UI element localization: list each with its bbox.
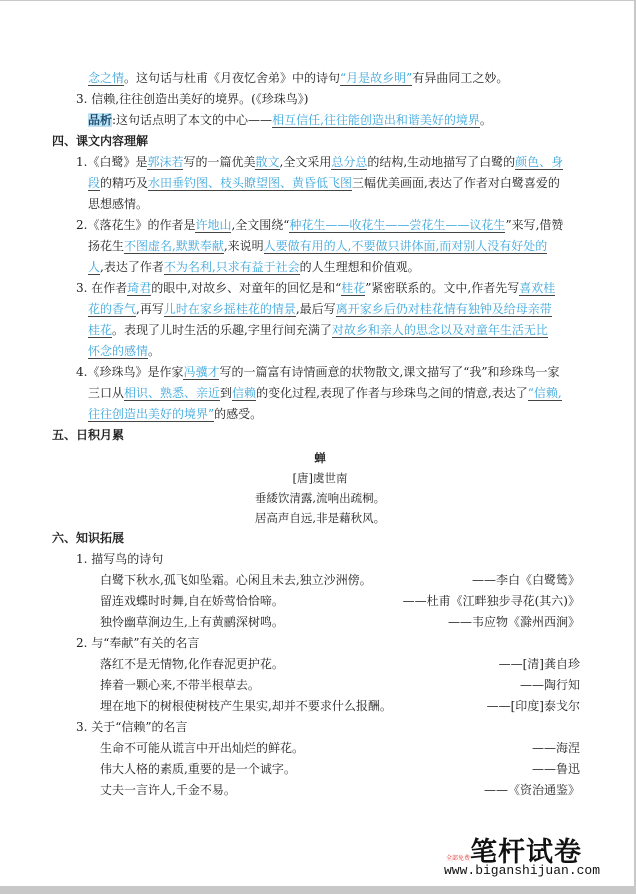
answer-highlight: 种花生——收花生——尝花生——议花生 xyxy=(289,218,506,232)
text-span: 1.《白鹭》是 xyxy=(76,155,148,169)
text-span: 到 xyxy=(220,386,233,400)
text-span: 的精巧及 xyxy=(100,176,149,190)
text-span: 生命不可能从谎言中开出灿烂的鲜花。 xyxy=(100,741,305,755)
text-span: 。 xyxy=(148,344,161,358)
text-span: 4.《珍珠鸟》是作家 xyxy=(76,365,184,379)
answer-highlight: 琦君 xyxy=(127,281,152,295)
text-span: ——鲁迅 xyxy=(531,762,580,776)
text-span: 思想感情。 xyxy=(88,197,149,211)
answer-highlight: 花的香气 xyxy=(88,302,137,316)
answer-highlight: “月是故乡明” xyxy=(340,71,413,85)
text-span: ——李白《白鹭鸶》 xyxy=(471,573,580,587)
answer-highlight: “信赖, xyxy=(527,386,562,400)
quote-group-devotion xyxy=(60,633,580,717)
text-span: ——海涅 xyxy=(531,741,580,755)
poem-title: 蝉 xyxy=(314,451,326,465)
watermark-url: www.biganshijuan.com xyxy=(444,863,601,878)
text-span: 伟大人格的素质,重要的是一个诚字。 xyxy=(100,762,296,776)
text-span: 捧着一颗心来,不带半根草去。 xyxy=(100,678,260,692)
answer-highlight: 不为名利,只求有益于社会 xyxy=(163,260,300,274)
text-span: ——韦应物《滁州西涧》 xyxy=(447,615,580,629)
quote-row xyxy=(60,738,580,759)
quote-row xyxy=(60,591,580,612)
answer-highlight: 段 xyxy=(88,176,101,190)
text-span xyxy=(60,152,580,173)
text-span: :这句话点明了本文的中心—— xyxy=(112,113,273,127)
text-span xyxy=(60,404,580,425)
text-span: ——[清]龚自珍 xyxy=(498,657,580,671)
text-span: ——杜甫《江畔独步寻花(其六)》 xyxy=(402,594,580,608)
answer-highlight: 儿时在家乡摇桂花的情景 xyxy=(163,302,296,316)
answer-highlight: 桂花 xyxy=(88,323,113,337)
text-span: 三口从 xyxy=(88,386,125,400)
text-span: 2.《落花生》的作者是 xyxy=(76,218,196,232)
text-span xyxy=(60,383,580,404)
answer-highlight: 怀念的感情 xyxy=(88,344,149,358)
text-span: ,再写 xyxy=(136,302,164,316)
text-span: 的感受。 xyxy=(214,407,263,421)
text-span: ,最后写 xyxy=(295,302,336,316)
answer-highlight: 念之情 xyxy=(88,71,125,85)
answer-highlight: 往往创造出美好的境界” xyxy=(88,407,215,421)
answer-highlight: 对故乡和亲人的思念以及对童年生活无比 xyxy=(331,323,548,337)
answer-highlight: 许地山 xyxy=(195,218,232,232)
watermark-free-tag: 全部免费 xyxy=(446,855,471,862)
poem-line: 垂緌饮清露,流响出疏桐。 xyxy=(254,491,386,505)
text-span: ”紧密联系的。文中,作者先写 xyxy=(365,281,520,295)
answer-highlight: 不图虚名,默默奉献 xyxy=(124,239,224,253)
text-span xyxy=(60,236,580,257)
text-span: 三幅优美画面,表达了作者对白鹭喜爱的 xyxy=(352,176,560,190)
text-span: 有异曲同工之妙。 xyxy=(412,71,509,85)
answer-highlight: 相互信任,往往能创造出和谐美好的境界 xyxy=(272,113,480,127)
poem-line: 居高声自远,非是藉秋风。 xyxy=(254,511,386,525)
text-span: 扬花生 xyxy=(88,239,125,253)
quote-row xyxy=(60,612,580,633)
text-span xyxy=(60,320,580,341)
quote-row xyxy=(60,759,580,780)
text-span: ——《资治通鉴》 xyxy=(483,783,580,797)
text-span: ,来说明 xyxy=(223,239,264,253)
text-span: 写的一篇富有诗情画意的状物散文,课文描写了“我”和珍珠鸟一家 xyxy=(219,365,560,379)
answer-highlight: 冯骥才 xyxy=(183,365,220,379)
text-span: 3. 关于“信赖”的名言 xyxy=(76,720,188,734)
quote-row xyxy=(60,675,580,696)
answer-highlight: 人 xyxy=(88,260,101,274)
text-span: 。表现了儿时生活的乐趣,字里行间充满了 xyxy=(112,323,332,337)
answer-highlight: 颜色、身 xyxy=(515,155,564,169)
section-heading-4: 四、课文内容理解 xyxy=(52,134,149,148)
poem-author: [唐]虞世南 xyxy=(292,471,348,485)
text-span: ”来写,借赞 xyxy=(505,218,564,232)
text-span: ,表达了作者 xyxy=(100,260,164,274)
text-span xyxy=(60,278,580,299)
text-span xyxy=(60,257,580,278)
text-span: 留连戏蝶时时舞,自在娇莺恰恰啼。 xyxy=(100,594,284,608)
quote-row xyxy=(60,780,580,801)
answer-highlight: 散文 xyxy=(255,155,280,169)
document-body xyxy=(52,68,580,801)
text-span xyxy=(60,362,580,383)
text-span: 的眼中,对故乡、对童年的回忆是和“ xyxy=(151,281,342,295)
text-span: 1. 描写鸟的诗句 xyxy=(76,552,164,566)
analysis-tag: 品析 xyxy=(88,113,113,127)
text-span: 的人生理想和价值观。 xyxy=(299,260,420,274)
sentence-item-3: 3. 信赖,往往创造出美好的境界。(《珍珠鸟》) xyxy=(76,92,309,106)
text-span: ,全文围绕“ xyxy=(231,218,290,232)
answer-highlight: 郭沫若 xyxy=(147,155,184,169)
text-span xyxy=(60,299,580,320)
watermark-brand: 笔杆试卷 xyxy=(470,837,582,868)
answer-highlight: 桂花 xyxy=(341,281,366,295)
text-span xyxy=(60,215,580,236)
comprehension-item-2 xyxy=(60,215,580,278)
text-span: 独怜幽草涧边生,上有黄鹂深树鸣。 xyxy=(100,615,284,629)
answer-highlight: 人要做有用的人,不要做只讲体面,而对别人没有好处的 xyxy=(263,239,548,253)
answer-highlight: 离开家乡后仍对桂花情有独钟及给母亲带 xyxy=(335,302,552,316)
section-heading-5: 五、日积月累 xyxy=(52,428,125,442)
quote-row xyxy=(60,696,580,717)
text-span: ——[印度]泰戈尔 xyxy=(486,699,580,713)
section-heading-6: 六、知识拓展 xyxy=(52,531,125,545)
text-span: 写的一篇优美 xyxy=(183,155,256,169)
text-span: 丈夫一言许人,千金不易。 xyxy=(100,783,236,797)
quote-group-trust xyxy=(60,717,580,801)
analysis-line xyxy=(60,110,580,131)
page-bottom-edge xyxy=(0,886,636,894)
text-span xyxy=(60,173,580,194)
answer-highlight: 喜欢桂 xyxy=(519,281,556,295)
quote-group-birds xyxy=(60,549,580,633)
text-span: 3. 在作者 xyxy=(76,281,128,295)
text-span: 。这句话与杜甫《月夜忆舍弟》中的诗句 xyxy=(124,71,341,85)
text-span: 的变化过程,表现了作者与珍珠鸟之间的情意,表达了 xyxy=(256,386,528,400)
comprehension-item-1 xyxy=(60,152,580,215)
text-span: 的结构,生动地描写了白鹭的 xyxy=(367,155,516,169)
answer-highlight: 总分总 xyxy=(331,155,368,169)
answer-highlight: 相识、熟悉、亲近 xyxy=(124,386,221,400)
prev-continuation xyxy=(60,68,580,89)
answer-highlight: 水田垂钓图、枝头瞭望图、黄昏低飞图 xyxy=(148,176,353,190)
comprehension-item-3 xyxy=(60,278,580,362)
text-span: 落红不是无情物,化作春泥更护花。 xyxy=(100,657,284,671)
text-span: 白鹭下秋水,孤飞如坠霜。心闲且未去,独立沙洲傍。 xyxy=(100,573,372,587)
text-span: 埋在地下的树根使树枝产生果实,却并不要求什么报酬。 xyxy=(100,699,392,713)
comprehension-item-4 xyxy=(60,362,580,425)
poem-block xyxy=(60,448,580,528)
text-span: 2. 与“奉献”有关的名言 xyxy=(76,636,200,650)
text-span: ——陶行知 xyxy=(519,678,580,692)
quote-row xyxy=(60,654,580,675)
watermark-logo xyxy=(444,830,612,880)
quote-row xyxy=(60,570,580,591)
text-span: 。 xyxy=(479,113,492,127)
answer-highlight: 信赖 xyxy=(232,386,257,400)
text-span xyxy=(60,341,580,362)
text-span: ,全文采用 xyxy=(279,155,332,169)
